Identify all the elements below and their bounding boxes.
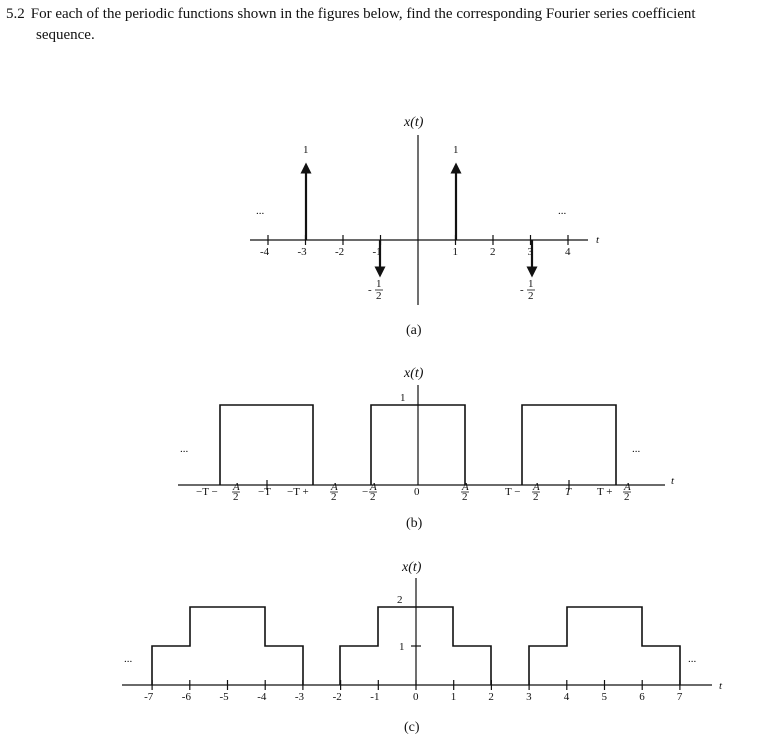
svg-text:-: - [368,284,372,296]
svg-text:1: 1 [528,278,534,290]
svg-text:A: A [624,481,631,493]
svg-text:2: 2 [376,290,382,302]
fig-c-tick-label--4: -4 [257,691,267,703]
fig-c-tick-label-4: 4 [563,691,570,703]
fig-c-tick-label--5: -5 [219,691,229,703]
impulse-up-label-right: 1 [453,144,459,156]
label-neg-A2 [362,481,377,503]
svg-text:−T +: −T + [287,486,309,498]
fig-c-tick-label--6: -6 [181,691,191,703]
fig-a-tick-label-3: 3 [527,246,533,258]
fig-a-tick-label--2: -2 [335,246,345,258]
fig-b-amp-label: 1 [400,392,406,404]
fig-a-tick-label--4: -4 [260,246,270,258]
problem-number: 5.2 [6,6,25,22]
svg-text:A: A [533,481,540,493]
svg-text:2: 2 [528,290,534,302]
figure-a [250,115,600,338]
svg-text:−T −: −T − [196,486,218,498]
fig-a-tick-label--3: -3 [297,246,307,258]
impulse-up-label-left: 1 [303,144,309,156]
svg-text:-: - [520,284,524,296]
level-1-label: 1 [399,641,405,653]
fig-c-xlabel: t [719,680,723,692]
svg-text:2: 2 [462,491,468,503]
label-neg-T: −T [258,486,271,498]
fig-c-tick-label-6: 6 [639,691,645,703]
level-2-label: 2 [397,594,403,606]
svg-text:A: A [462,481,469,493]
pulse-left [220,405,313,485]
fig-c-tick-label--1: -1 [370,691,380,703]
fig-c-ellipsis-right: ... [688,653,697,665]
label-T: T [565,486,572,498]
fig-c-ellipsis-left: ... [124,653,133,665]
problem-text-line2: sequence. [36,27,95,43]
label-T-plus-A2 [597,481,631,503]
svg-text:2: 2 [331,491,337,503]
svg-text:2: 2 [533,491,539,503]
fig-c-tick-label-2: 2 [488,691,494,703]
label-zero: 0 [414,486,420,498]
svg-text:1: 1 [376,278,382,290]
fig-c-tick-label--7: -7 [144,691,154,703]
fig-b-ellipsis-left: ... [180,443,189,455]
fig-c-caption: (c) [404,720,420,735]
fig-a-xlabel: t [596,234,600,246]
problem-text-line1: For each of the periodic functions shown in the figures below, find the corresponding Fourier series coefficient [30,6,696,22]
svg-text:T −: T − [505,486,521,498]
svg-text:2: 2 [233,491,239,503]
svg-text:2: 2 [624,491,630,503]
fig-a-tick-label-1: 1 [452,246,458,258]
fig-c-ylabel: x(t) [402,560,422,575]
figure-b [178,366,675,531]
fig-a-tick-label-2: 2 [490,246,496,258]
fig-c-tick-label-5: 5 [601,691,607,703]
svg-text:A: A [233,481,240,493]
fig-b-ellipsis-right: ... [632,443,641,455]
fig-a-ellipsis-right: ... [558,205,567,217]
fig-c-tick-label--3: -3 [294,691,305,703]
fig-a-tick-label-4: 4 [565,246,571,258]
svg-text:A: A [331,481,338,493]
svg-text:T +: T + [597,486,613,498]
label-neg-T-minus-A2 [196,481,240,503]
fig-b-caption: (b) [406,516,423,531]
fig-a-ellipsis-left: ... [256,205,265,217]
fig-b-xlabel: t [671,475,675,487]
svg-text:2: 2 [370,491,376,503]
fig-c-tick-label-7: 7 [676,691,683,703]
fig-a-ylabel: x(t) [404,115,424,130]
pulse-right [522,405,616,485]
fig-a-caption: (a) [406,323,422,338]
label-pos-A2 [461,481,469,503]
impulse-down-label-right [520,278,535,302]
impulse-down-label-left [368,278,383,302]
fig-c-tick-label-1: 1 [450,691,457,703]
fig-a-tick-label--1: -1 [372,246,382,258]
fig-c-tick-label-3: 3 [526,691,532,703]
fig-c-tick-label--2: -2 [332,691,342,703]
fig-c-ticks [144,680,683,703]
svg-text:A: A [370,481,377,493]
fig-b-ylabel: x(t) [404,366,424,381]
fig-c-tick-label-0: 0 [413,691,419,703]
svg-text:−: − [362,486,369,498]
figure-c [122,560,723,735]
